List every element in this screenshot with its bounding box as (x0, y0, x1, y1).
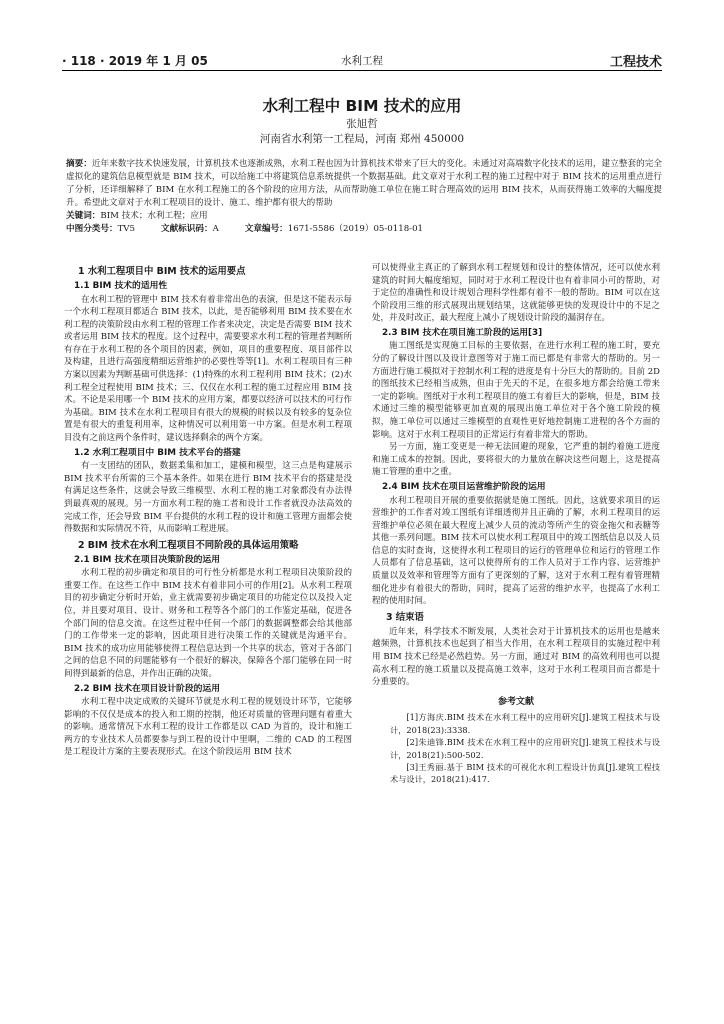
subsection-heading: 2.4 BIM 技术在项目运营维护阶段的运用 (382, 482, 546, 492)
subsection-heading: 2.1 BIM 技术在项目决策阶段的运用 (74, 554, 221, 565)
references-title: 参考文献 (497, 696, 534, 707)
clc-label: 中图分类号： (66, 224, 118, 234)
right-column (372, 262, 660, 786)
paragraph: 施工图纸是实现施工目标的主要依据，在进行水利工程的施工时，要充分的了解设计图以及设计意图等对于施工而已都是有非常大的帮助的。另一方面进行施工模拟对于控制水利工程的进度是有十分巨大的帮助的。目前 2D 的图纸技术已经相当成熟，但由于先天的不足，在很多地方都会给施工带来一定的影响。图纸对于水利工程项目的施工有着巨大的影响，但是，BIM 技术通过三维的模型能够更加直观的展现出施工单位对于各个施工阶段的模拟，施工单位可以通过三维模型的直观性更好地控制施工进程的各个方面的影响。这对于水利工程项目的正常运行有着非常大的帮助。 (372, 341, 660, 440)
article-title: 水利工程中 BIM 技术的应用 (262, 97, 462, 115)
paragraph: 在水利工程的管理中 BIM 技术有着非常出色的表演，但是这不能表示每一个水利工程项目都适合 BIM 技术，以此，是否能够利用 BIM 技术要在水利工程的决策阶段由水利工程的管理工作者来决定，决定是否需要 BIM 技术或者运用 BIM 技术的程度。这个过程中，需要要求水利工程的管理者判断所有存在于水利工程的各个项目的因素，例如，项目的重要程度、项目部件以及构建，且进行高强度精细运营维护的必要性等等[1]。水利工程项目有三种方案以因素为判断基础可供选择：(1)特殊的水利工程利用 BIM 技术；(2)水利工程全过程使用 BIM 技术；三、仅仅在水利工程的施工过程应用 BIM 技术。不论是采用哪一个 BIM 技术的应用方案，都要以经济可以技术的可行作为基础。BIM 技术在水利工程项目有很大的规模的时候以及有较多的复杂位置是有很大的重复利用率，这种情况可以利用第一中方案。但是水利工程项目没有之前这两个条件时，建议选择剩余的两个方案。 (64, 294, 352, 444)
doc-code-label: 文献标识码： (160, 224, 213, 234)
subsection-heading: 2.2 BIM 技术在项目设计阶段的运用 (74, 683, 221, 694)
clc-value: TV5 (117, 224, 135, 234)
classification-line (66, 223, 662, 236)
article-author: 张旭哲 (346, 118, 378, 130)
journal-name: 水利工程 (341, 55, 383, 67)
keywords (66, 210, 662, 223)
abstract-block (66, 158, 662, 236)
reference-item: [2]朱迪锋.BIM 技术在水利工程中的应用研究[J].建筑工程技术与设计，2018(21):500-502. (390, 737, 660, 760)
subsection-heading: 2.3 BIM 技术在项目施工阶段的运用[3] (382, 327, 543, 338)
abstract-label: 摘要： (66, 159, 92, 169)
section-heading: 2 BIM 技术在水利工程项目不同阶段的具体运用策略 (78, 539, 299, 551)
running-header (62, 50, 662, 70)
paragraph: 可以使得业主真正的了解到水利工程规划和设计的整体情况，还可以使水利建筑的时间大幅度缩短，同时对于水利工程设计也有着非同小可的帮助，对于定位的准确性和设计规划合理科学性都有着不一般的帮助。BIM 可以在这个阶段用三维的形式展现出规划结果，这就能够更快的发现设计中的不足之处，并及时改正，最大程度上减小了规划设计阶段的漏洞存在。 (372, 263, 660, 324)
paragraph: 近年来，科学技术不断发展，人类社会对于计算机技术的运用也是越来越频熟，计算机技术也起到了相当大作用，在水利工程项目的实施过程中利用 BIM 技术已经是必然趋势。另一方面，通过对 BIM 的高效利用也可以提高水利工程的施工质量以及提高施工效率，这对于水利工程项目而言都是十分重要的。 (372, 626, 660, 688)
abstract (66, 158, 662, 210)
subsection-heading: 1.1 BIM 技术的适用性 (74, 281, 168, 291)
keywords-label: 关键词： (66, 211, 101, 221)
paragraph: 另一方面，施工变更是一种无法回避的现象，它严重的制约着施工进度和施工成本的控制。因此，要将很大的力量放在解决这些问题上，这是提高施工管理的重中之重。 (372, 442, 660, 478)
article-number-label: 文章编号： (244, 224, 288, 234)
paragraph: 有一支团结的团队，数据柔集和加工，建模和模型，这三点是构建展示 BIM 技术平台所需的三个基本条件。如果在进行 BIM 技术平台的搭建是没有满足这些条件，这就会导致三维模型、水利工程的施工对象都没有办法得到最真观的展现。另一方面水利工程的施工者和设计工作者就没办法高效的完成工作，还会导致 BIM 平台提供的水利工程的设计和施工管理方面都会使得数据和实际情况不符，从而影响工程进展。 (64, 461, 352, 535)
keywords-text: BIM 技术；水利工程；应用 (100, 211, 208, 221)
section-heading: 3 结束语 (386, 611, 424, 623)
header-rule (62, 70, 662, 71)
section-name: 工程技术 (609, 55, 662, 70)
reference-item: [3]王秀丽.基于 BIM 技术的可视化水利工程设计仿真[J].建筑工程技术与设计，2018(21):417. (390, 762, 660, 785)
section-heading: 1 水利工程项目中 BIM 技术的运用要点 (78, 266, 246, 277)
article-number-value: 1671-5586（2019）05-0118-01 (287, 224, 424, 234)
paragraph: 水利工程的初步确定和项目的可行性分析都是水利工程项目决策阶段的重要工作。在这些工作中 BIM 技术有着非同小可的作用[2]。从水利工程项目的初步确定分析时开始，业主就需要初步确定项目的功能定位以及投入定位，并且要对项目、设计、财务和工程等各个部门的工作鉴定基础，促进各个部门间的信息交流。在这些过程中任何一个部门的数据调整都会给其他部门的工作带来一定的影响，因此项目进行决策工作的关键就是沟通平台。BIM 技术的成功应用能够使得工程信息达到一个共享的状态，管对于各部门之间的信息不同的问题能够有一个很好的解决，保障各个部门能够在同一时间得到最新的信息，并作出正确的决策。 (64, 568, 352, 679)
abstract-text: 近年来数字技术快速发展，计算机技术也逐渐成熟，水利工程也因为计算机技术带来了巨大的变化。未通过对高端数字化技术的运用，建立整套的完全虚拟化的建筑信息模型就是 BIM 技术，可以给施工中将建筑信息系统提供一个数据基础。此文章对于水利工程的施工过程中对于 BIM 技术的运用重点进行了分析，还详细解释了 BIM 在水利工程施工的各个阶段的应用方法，从而帮助施工单位在施工时合理高效的运用 BIM 技术，从而获得施工效率的大幅度提升。希望此文章对于水利工程项目的设计、施工、维护都有很大的帮助 (66, 159, 662, 208)
subsection-heading: 1.2 水利工程项目中 BIM 技术平台的搭建 (74, 447, 241, 458)
paragraph: 水利工程中决定成败的关键环节就是水利工程的规划设计环节，它能够影响的不仅仅是成本的投入和工期的控制，他还对质量的管理问题有着重大的影响。通常情况下水利工程的设计工作都是以 CAD 为首的，设计和施工两方的专业技术人员都要参与到工程的设计中里啊，二维的 CAD 的工程图是工程设计方案的主要表现形式。在这个阶段运用 BIM 技术 (64, 697, 352, 758)
issue-info: · 118 · 2019 年 1 月 05 (62, 54, 208, 68)
article-affiliation: 河南省水利第一工程局，河南 郑州 450000 (259, 133, 465, 145)
paragraph: 水利工程项目开展的重要依据就是施工图纸。因此，这就要求项目的运营维护的工作者对竣工图纸有详细透彻并且正确的了解，水利工程项目的运营维护单位必须在最大程度上减少人员的流动等所产生的资金拖欠和表糖等其他一系列问题。BIM 技术可以使水利工程项目中的竣工图纸信息以及人员信息的实时查询，这使得水利工程项目的运行的管理单位和运行的管理工作人员都有了信息基础，这可以使得所有的工作人员对于工作内容、运营维护质量以及效率和管理等方面有了更深刻的了解，这对于水利工程有着管理精细化进步有着很大的帮助，同时，提高了运营的维护水平，也提高了水利工程的使用时间。 (372, 495, 660, 607)
reference-item: [1]方海庆.BIM 技术在水利工程中的应用研究[J].建筑工程技术与设计，2018(23):3338. (390, 712, 660, 735)
doc-code-value: A (212, 224, 219, 234)
left-column (64, 262, 352, 759)
